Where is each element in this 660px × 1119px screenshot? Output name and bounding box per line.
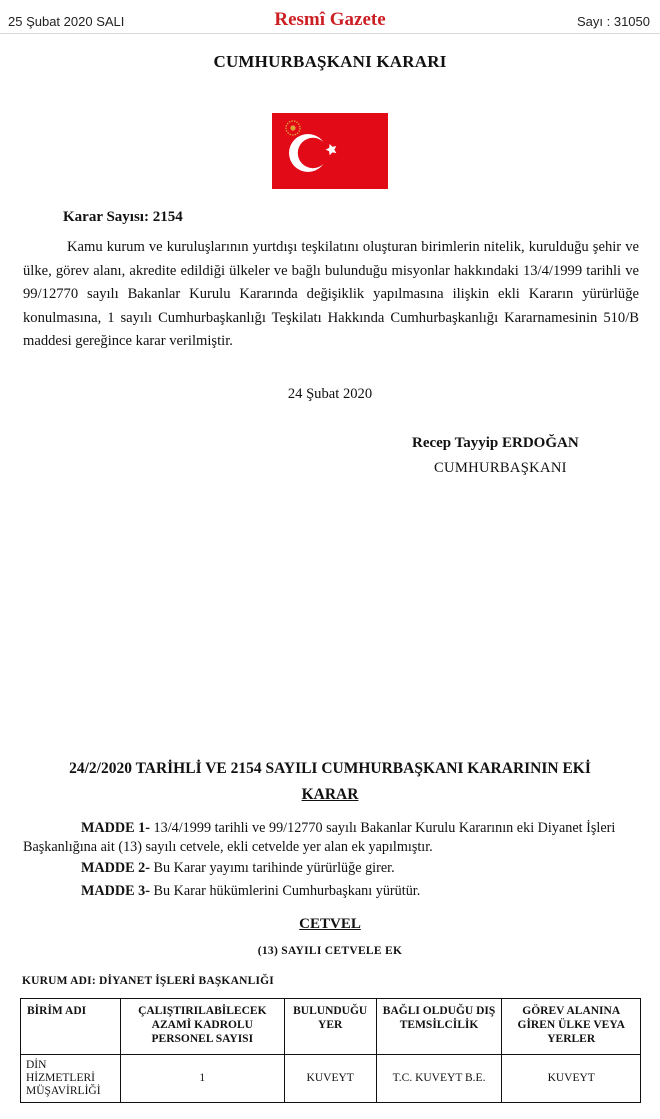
gazette-header [0, 8, 660, 34]
cell-location: KUVEYT [284, 1055, 376, 1103]
issue-number: Sayı : 31050 [577, 14, 650, 29]
decree-title: CUMHURBAŞKANI KARARI [213, 52, 447, 71]
cetvel-title: CETVEL [299, 916, 361, 932]
article-1 [23, 819, 633, 857]
column-header-staff: ÇALIŞTIRILABİLECEK AZAMİ KADROLU PERSONEL SAYISI [120, 999, 284, 1055]
signer-name: Recep Tayyip ERDOĞAN [412, 435, 579, 451]
article-3 [23, 882, 633, 901]
decision-number: Karar Sayısı: 2154 [63, 209, 183, 225]
signer-title: CUMHURBAŞKANI [434, 460, 567, 476]
article-text: Bu Karar yayımı tarihinde yürürlüğe girer. [149, 860, 395, 876]
column-header-unit: BİRİM ADI [21, 999, 121, 1055]
cell-staff: 1 [120, 1055, 284, 1103]
annex-subtitle: KARAR [301, 786, 359, 803]
header-date: 25 Şubat 2020 SALI [8, 14, 125, 29]
cell-unit [21, 1055, 121, 1103]
gazette-title: Resmî Gazete [274, 9, 386, 30]
column-header-location: BULUNDUĞU YER [284, 999, 376, 1055]
column-header-mission: BAĞLI OLDUĞU DIŞ TEMSİLCİLİK [376, 999, 502, 1055]
article-text: 13/4/1999 tarihli ve 99/12770 sayılı Bakanlar Kurulu Kararının eki Diyanet İşleri Başkanlığına ait (13) sayılı cetvele, ekli cetvelde yer alan ek yapılmıştır. [23, 820, 616, 855]
institution-name: KURUM ADI: DİYANET İŞLERİ BAŞKANLIĞI [22, 975, 274, 987]
decree-body: Kamu kurum ve kuruluşlarının yurtdışı teşkilatını oluşturan birimlerin nitelik, kurulduğu şehir ve ülke, görev alanı, akredite edildiği ülkeler ve bağlı bulunduğu misyonlar hakkındaki 13/4/1999 tarihli ve 99/12770 sayılı Bakanlar Kurulu Kararında değişiklik yapılmasına ilişkin ekli Kararın yürürlüğe konulmasına, 1 sayılı Cumhurbaşkanlığı Teşkilatı Hakkında Cumhurbaşkanlığı Kararnamesinin 510/B maddesi gereğince karar verilmiştir. [23, 239, 639, 349]
flag-of-turkey-icon [272, 113, 388, 189]
article-label: MADDE 1- [81, 820, 150, 836]
decree-date: 24 Şubat 2020 [287, 386, 373, 402]
article-label: MADDE 2- [81, 860, 150, 876]
article-2 [23, 859, 633, 878]
cell-unit-line: MÜŞAVİRLİĞİ [26, 1085, 101, 1097]
table-row [21, 1055, 641, 1103]
cell-areas: KUVEYT [502, 1055, 641, 1103]
cell-unit-line: HİZMETLERİ [26, 1072, 95, 1084]
annex-title: 24/2/2020 TARİHLİ VE 2154 SAYILI CUMHURBAŞKANI KARARININ EKİ [69, 760, 591, 777]
column-header-areas: GÖREV ALANINA GİREN ÜLKE VEYA YERLER [502, 999, 641, 1055]
cetvel-subtitle: (13) SAYILI CETVELE EK [257, 945, 403, 957]
article-text: Bu Karar hükümlerini Cumhurbaşkanı yürütür. [149, 883, 421, 899]
cell-unit-line: DİN [26, 1059, 47, 1071]
cetvel-table [20, 998, 641, 1103]
article-label: MADDE 3- [81, 883, 150, 899]
table-header-row [21, 999, 641, 1055]
cell-mission: T.C. KUVEYT B.E. [376, 1055, 502, 1103]
